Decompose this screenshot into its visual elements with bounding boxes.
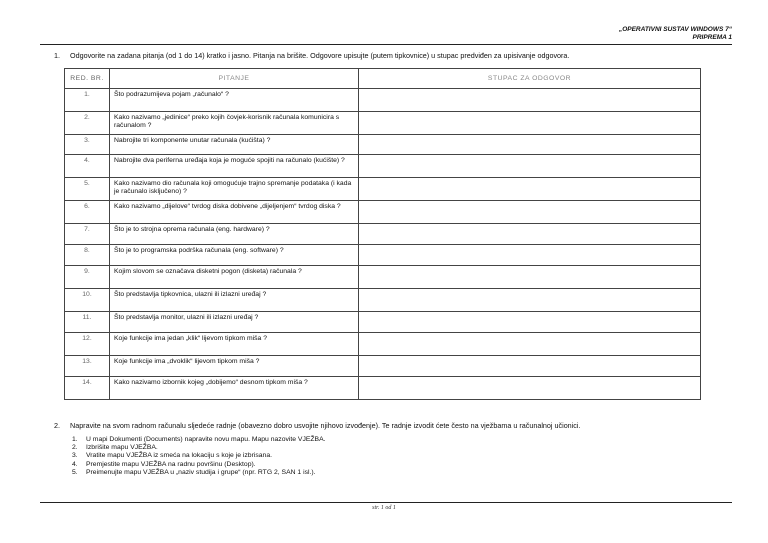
row-number: 7. <box>65 224 110 245</box>
step-text: Vratite mapu VJEŽBA iz smeća na lokaciju s koje je izbrisana. <box>86 452 272 460</box>
question-text: Kojim slovom se označava disketni pogon (disketa) računala ? <box>110 266 359 289</box>
table-row <box>65 178 701 201</box>
row-number: 2. <box>65 112 110 135</box>
answer-cell[interactable] <box>359 135 701 155</box>
row-number: 9. <box>65 266 110 289</box>
step-number: 5. <box>72 468 78 476</box>
row-number: 3. <box>65 135 110 155</box>
step-item <box>72 461 326 469</box>
task-2-number: 2. <box>54 421 60 430</box>
answer-cell[interactable] <box>359 155 701 178</box>
table-row <box>65 135 701 155</box>
document-header <box>619 26 732 42</box>
step-item <box>72 469 326 477</box>
table-row <box>65 312 701 333</box>
row-number: 13. <box>65 356 110 377</box>
header-question: PITANJE <box>110 69 359 89</box>
row-number: 5. <box>65 178 110 201</box>
table-row <box>65 155 701 178</box>
page-number: str. 1 od 1 <box>372 505 396 511</box>
table-row <box>65 377 701 400</box>
answer-cell[interactable] <box>359 201 701 224</box>
task-1-text: Odgovorite na zadana pitanja (od 1 do 14) kratko i jasno. Pitanja na brišite. Odgovore upisujte (putem tipkovnice) u stupac predviđen za upisivanje odgovora. <box>70 51 570 60</box>
step-item <box>72 436 326 444</box>
row-number: 4. <box>65 155 110 178</box>
step-item <box>72 452 326 460</box>
question-text: Kako nazivamo „dijelove“ tvrdog diska dobivene „dijeljenjem“ tvrdog diska ? <box>110 201 359 224</box>
task-2-steps <box>72 436 326 477</box>
row-number: 10. <box>65 289 110 312</box>
step-number: 3. <box>72 452 78 460</box>
question-text: Kako nazivamo izbornik kojeg „dobijemo“ desnom tipkom miša ? <box>110 377 359 400</box>
step-number: 1. <box>72 436 78 443</box>
table-row <box>65 333 701 356</box>
answer-cell[interactable] <box>359 178 701 201</box>
step-number: 2. <box>72 444 78 452</box>
header-answer: STUPAC ZA ODGOVOR <box>359 69 701 89</box>
answer-cell[interactable] <box>359 112 701 135</box>
table-row <box>65 356 701 377</box>
answer-cell[interactable] <box>359 266 701 289</box>
row-number: 1. <box>65 89 110 112</box>
task-2-text: Napravite na svom radnom računalu sljedeće radnje (obavezno dobro usvojite njihovo izvođenje). Te radnje izvodit ćete često na vježbama u računalnoj učionici. <box>70 421 581 430</box>
table-row <box>65 266 701 289</box>
questions-table <box>64 68 701 400</box>
step-text: Preimenujte mapu VJEŽBA u „naziv studija i grupe“ (npr. RTG 2, SAN 1 isl.). <box>86 468 316 476</box>
row-number: 6. <box>65 201 110 224</box>
step-text: U mapi Dokumenti (Documents) napravite novu mapu. Mapu nazovite VJEŽBA. <box>86 436 326 443</box>
question-text: Što je to programska podrška računala (eng. software) ? <box>110 245 359 266</box>
table-row <box>65 89 701 112</box>
step-text: Izbrišite mapu VJEŽBA. <box>86 444 158 452</box>
step-text: Premjestite mapu VJEŽBA na radnu površinu (Desktop). <box>86 460 256 468</box>
table-row <box>65 289 701 312</box>
document-title: „OPERATIVNI SUSTAV WINDOWS 7“ <box>618 26 732 33</box>
row-number: 11. <box>65 312 110 333</box>
question-text: Što predstavlja monitor, ulazni ili izlazni uređaj ? <box>110 312 359 333</box>
question-text: Što podrazumijeva pojam „računalo“ ? <box>110 89 359 112</box>
table-row <box>65 245 701 266</box>
answer-cell[interactable] <box>359 224 701 245</box>
answer-cell[interactable] <box>359 356 701 377</box>
questions-table-body <box>65 89 701 400</box>
table-row <box>65 201 701 224</box>
row-number: 12. <box>65 333 110 356</box>
table-row <box>65 224 701 245</box>
answer-cell[interactable] <box>359 289 701 312</box>
header-divider <box>40 44 732 45</box>
document-subtitle: PRIPREMA 1 <box>692 34 732 41</box>
header-row-number: RED. BR. <box>65 69 110 89</box>
question-text: Koje funkcije ima jedan „klik“ lijevom tipkom miša ? <box>110 333 359 356</box>
answer-cell[interactable] <box>359 312 701 333</box>
question-text: Što je to strojna oprema računala (eng. hardware) ? <box>110 224 359 245</box>
answer-cell[interactable] <box>359 377 701 400</box>
row-number: 8. <box>65 245 110 266</box>
answer-cell[interactable] <box>359 245 701 266</box>
table-header-row <box>65 69 701 89</box>
table-row <box>65 112 701 135</box>
step-number: 4. <box>72 460 78 468</box>
answer-cell[interactable] <box>359 89 701 112</box>
task-2-instruction <box>54 421 580 430</box>
row-number: 14. <box>65 377 110 400</box>
task-1-number: 1. <box>54 51 60 60</box>
question-text: Koje funkcije ima „dvoklik“ lijevom tipkom miša ? <box>110 356 359 377</box>
question-text: Što predstavlja tipkovnica, ulazni ili izlazni uređaj ? <box>110 289 359 312</box>
question-text: Nabrojite tri komponente unutar računala (kućišta) ? <box>110 135 359 155</box>
question-text: Nabrojite dva periferna uređaja koja je moguće spojiti na računalo (kućište) ? <box>110 155 359 178</box>
answer-cell[interactable] <box>359 333 701 356</box>
question-text: Kako nazivamo dio računala koji omogućuje trajno spremanje podataka (i kada je računalo isključeno) ? <box>110 178 359 201</box>
footer-divider <box>40 502 732 503</box>
question-text: Kako nazivamo „jedinice“ preko kojih čovjek-korisnik računala komunicira s računalom ? <box>110 112 359 135</box>
task-1-instruction <box>54 51 569 60</box>
